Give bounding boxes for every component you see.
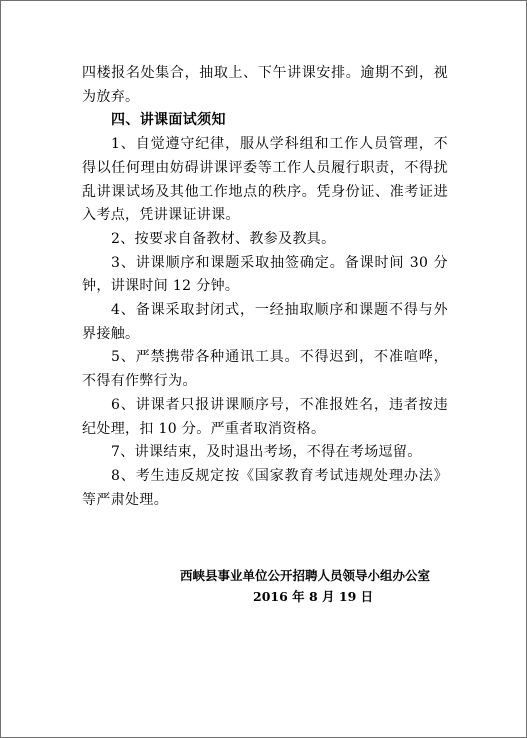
section-heading: 四、讲课面试须知 (111, 112, 226, 129)
rule-item-1: 1、自觉遵守纪律，服从学科组和工作人员管理，不得以任何理由妨碍讲课评委等工作人员履行职责，不得扰乱讲课试场及其他工作地点的秩序。凭身份证、准考证进入考点，凭讲课证讲课。 (82, 136, 448, 224)
rule-item-2: 2、按要求自备教材、教参及教具。 (111, 230, 336, 247)
issue-date: 2016 年 8 月 19 日 (253, 589, 374, 604)
rule-item-7: 7、讲课结束，及时退出考场，不得在考场逗留。 (111, 444, 422, 461)
rule-item-5: 5、严禁携带各种通讯工具。不得迟到，不准喧哗，不得有作弊行为。 (82, 349, 448, 390)
rule-item-3: 3、讲课顺序和课题采取抽签确定。备课时间 30 分钟，讲课时间 12 分钟。 (82, 254, 448, 295)
document-body (82, 62, 448, 512)
rule-item-8: 8、考生违反规定按《国家教育考试违规处理办法》等严肃处理。 (82, 467, 448, 508)
issuing-organization: 西峡县事业单位公开招聘人员领导小组办公室 (180, 568, 431, 583)
paragraph-continuation: 四楼报名处集合，抽取上、下午讲课安排。逾期不到，视为放弃。 (82, 65, 448, 105)
rule-item-6: 6、讲课者只报讲课顺序号，不准报姓名，违者按违纪处理，扣 10 分。严重者取消资格。 (82, 396, 448, 437)
rule-item-4: 4、备课采取封闭式，一经抽取顺序和课题不得与外界接触。 (82, 302, 448, 342)
